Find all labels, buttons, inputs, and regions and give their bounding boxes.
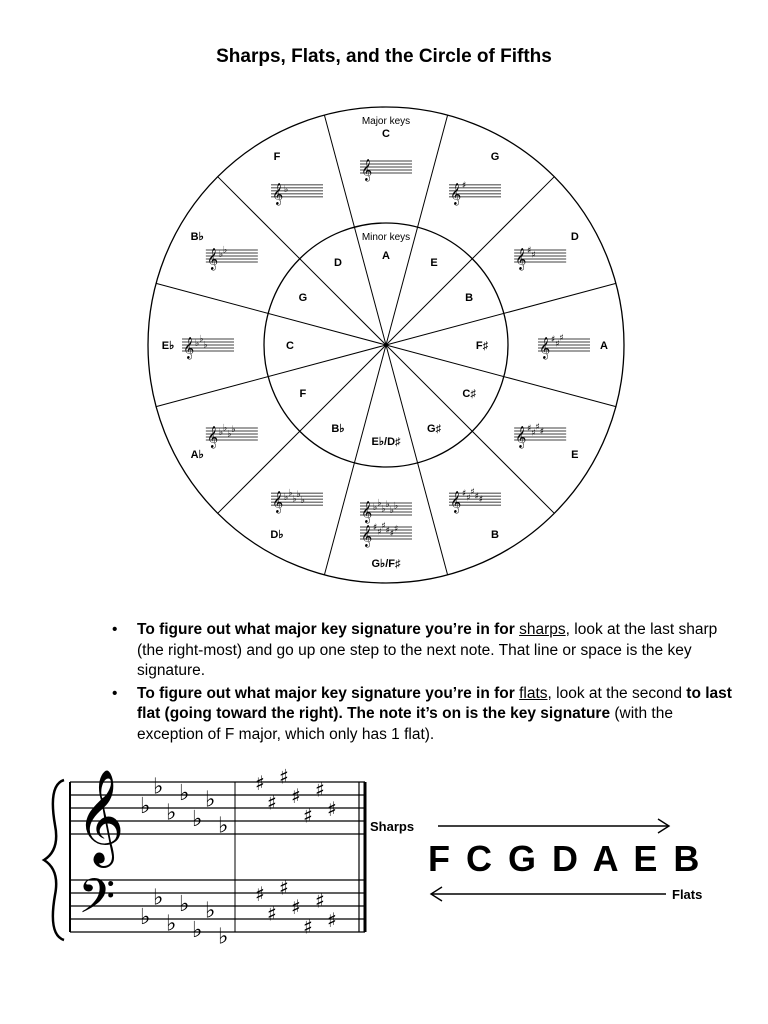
minor-key-label: G♯ <box>426 423 442 436</box>
key-signature-staff <box>271 489 323 515</box>
major-key-label: B <box>491 528 499 541</box>
major-keys-heading: Major keys <box>361 116 411 127</box>
flat-icon: ♭ <box>218 813 229 839</box>
minor-key-label: D <box>334 256 342 269</box>
sharp-icon: ♯ <box>527 424 532 434</box>
minor-key-label: B♭ <box>331 423 345 436</box>
bullet-dot: • <box>112 621 118 638</box>
treble-clef-icon: 𝄞 <box>450 182 462 205</box>
sharp-icon: ♯ <box>559 333 564 344</box>
sharp-icon: ♯ <box>462 489 467 500</box>
sharp-icon: ♯ <box>255 882 265 906</box>
minor-key-label: F <box>299 388 307 400</box>
sharp-icon: ♯ <box>385 526 390 536</box>
flats-tip-bold: To figure out what major key signature you’re in for <box>137 684 520 702</box>
treble-clef-icon: 𝄞 <box>272 491 284 514</box>
flat-icon: ♭ <box>218 250 224 260</box>
brace-icon <box>44 780 64 940</box>
sharp-icon: ♯ <box>303 914 313 939</box>
major-key-label: G♭/F♯ <box>371 558 401 570</box>
sharp-icon: ♯ <box>291 784 301 808</box>
minor-key-label: F♯ <box>475 340 489 352</box>
major-key-label: B♭ <box>190 231 204 243</box>
flat-icon: ♭ <box>205 787 216 813</box>
flat-icon: ♭ <box>385 500 390 510</box>
sharp-icon: ♯ <box>303 803 313 828</box>
flat-icon: ♭ <box>394 501 399 512</box>
sharp-icon: ♯ <box>478 495 484 506</box>
sector-divider <box>218 345 386 513</box>
flat-icon: ♭ <box>166 911 177 937</box>
flat-icon: ♭ <box>192 918 203 943</box>
flat-icon: ♭ <box>381 504 386 515</box>
sharp-icon: ♯ <box>389 529 395 539</box>
sharp-icon: ♯ <box>255 771 265 795</box>
major-key-label: A <box>600 340 608 352</box>
flat-icon: ♭ <box>284 493 289 504</box>
flats-tip-rest-2: (with the exception of F major, which only has 1 flat). <box>137 705 673 743</box>
treble-clef-icon: 𝄞 <box>361 501 373 523</box>
page-title: Sharps, Flats, and the Circle of Fifths <box>216 46 552 67</box>
minor-key-label: C♯ <box>462 388 476 400</box>
sharp-icon: ♯ <box>279 875 289 900</box>
treble-clef-icon: 𝄞 <box>206 248 219 270</box>
major-key-label: C <box>382 128 390 140</box>
sharp-icon: ♯ <box>394 524 399 535</box>
key-signature-staff <box>514 423 566 450</box>
flat-icon: ♭ <box>227 429 232 440</box>
treble-clef-icon: 𝄞 <box>272 182 284 205</box>
flat-icon: ♭ <box>218 428 224 438</box>
flats-tip <box>112 684 732 746</box>
major-key-label: D♭ <box>270 528 284 541</box>
flat-icon: ♭ <box>389 506 395 516</box>
sharp-icon: ♯ <box>315 777 325 802</box>
flat-icon: ♭ <box>373 503 378 513</box>
flat-icon: ♭ <box>179 781 190 806</box>
sharp-icon: ♯ <box>531 428 536 439</box>
sharp-icon: ♯ <box>474 492 479 503</box>
major-key-label: A♭ <box>190 449 204 461</box>
flat-icon: ♭ <box>296 490 301 501</box>
sharp-icon: ♯ <box>527 246 532 256</box>
minor-keys-heading: Minor keys <box>361 232 411 243</box>
key-signature-staff <box>206 424 258 450</box>
sharp-icon: ♯ <box>377 527 382 538</box>
sharp-icon: ♯ <box>267 901 277 926</box>
treble-clef-icon: 𝄞 <box>539 337 551 359</box>
sharp-icon: ♯ <box>555 339 560 350</box>
flat-icon: ♭ <box>284 184 289 195</box>
sector-divider <box>386 345 616 407</box>
sharp-icon: ♯ <box>531 250 536 261</box>
sharps-tip-rest: , look at the last sharp (the right-most) and go up one step to the next note. That line or space is the key signature. <box>137 621 718 679</box>
key-signature-staff <box>538 334 590 361</box>
sharp-icon: ♯ <box>539 427 545 437</box>
minor-key-label: B <box>465 292 474 304</box>
flat-icon: ♭ <box>140 905 151 930</box>
sector-divider <box>386 283 616 345</box>
sharps-word: sharps <box>519 621 566 638</box>
sector-divider <box>386 115 448 345</box>
major-key-label: D <box>570 231 579 243</box>
treble-clef-icon: 𝄞 <box>450 491 462 514</box>
key-signature-staff <box>206 246 258 272</box>
flat-icon: ♭ <box>199 334 204 345</box>
flats-label: Flats <box>672 887 703 902</box>
circle-of-fifths <box>145 95 625 585</box>
sharp-icon: ♯ <box>470 487 475 498</box>
instructions <box>112 620 732 747</box>
treble-clef-icon: 𝄞 <box>76 769 125 864</box>
sector-divider <box>386 345 448 575</box>
key-signature-staff <box>360 499 412 525</box>
sharp-icon: ♯ <box>279 764 289 789</box>
sharp-icon: ♯ <box>327 908 337 932</box>
sharp-icon: ♯ <box>551 335 556 345</box>
key-signature-staff <box>271 183 323 206</box>
sharp-icon: ♯ <box>381 521 386 532</box>
sharps-tip <box>112 620 732 682</box>
treble-clef-icon: 𝄞 <box>361 159 373 181</box>
sharp-icon: ♯ <box>462 180 467 191</box>
major-key-label: G <box>490 151 500 164</box>
flat-icon: ♭ <box>223 423 228 434</box>
flats-tip-bold-2: to last flat (going toward the right). The note it’s on is the key signature <box>137 684 732 722</box>
minor-key-label: A <box>382 250 390 262</box>
minor-key-label: C <box>286 340 294 352</box>
flat-icon: ♭ <box>153 774 164 800</box>
flat-icon: ♭ <box>195 339 200 349</box>
flat-icon: ♭ <box>288 488 293 499</box>
flat-icon: ♭ <box>231 425 236 435</box>
sharp-icon: ♯ <box>267 790 277 815</box>
sharps-label: Sharps <box>370 819 415 834</box>
key-signature-staff <box>182 335 234 361</box>
flat-icon: ♭ <box>192 807 203 832</box>
flat-icon: ♭ <box>140 794 151 819</box>
flat-icon: ♭ <box>153 885 164 911</box>
minor-key-label: E♭/D♯ <box>371 436 401 448</box>
treble-clef-icon: 𝄞 <box>515 426 527 448</box>
treble-clef-icon: 𝄞 <box>183 337 195 359</box>
treble-clef-icon: 𝄞 <box>515 248 527 270</box>
flat-icon: ♭ <box>203 340 208 351</box>
major-key-label: E <box>571 449 579 461</box>
flat-icon: ♭ <box>166 800 177 826</box>
treble-clef-icon: 𝄞 <box>361 525 373 547</box>
flats-tip-rest: , look at the second <box>547 684 687 702</box>
flat-icon: ♭ <box>377 498 382 509</box>
flat-icon: ♭ <box>179 892 190 917</box>
sharp-icon: ♯ <box>291 895 301 919</box>
sharp-icon: ♯ <box>373 523 378 533</box>
bullet-dot: • <box>112 684 118 702</box>
key-signature-staff <box>449 181 501 206</box>
flat-icon: ♭ <box>205 898 216 924</box>
sharps-tip-bold: To figure out what major key signature you’re in for <box>137 621 520 638</box>
sharp-icon: ♯ <box>466 493 471 504</box>
sharp-icon: ♯ <box>535 422 540 433</box>
flat-icon: ♭ <box>292 494 297 505</box>
major-key-label: F <box>273 151 281 164</box>
treble-clef-icon: 𝄞 <box>206 426 219 448</box>
minor-key-label: E <box>430 256 438 269</box>
sector-divider <box>218 177 386 345</box>
sharp-icon: ♯ <box>315 888 325 913</box>
minor-key-label: G <box>298 292 308 304</box>
sector-divider <box>156 283 386 345</box>
major-key-label: E♭ <box>161 340 175 352</box>
key-signature-staff <box>514 246 566 271</box>
key-signature-staff <box>360 522 412 549</box>
flat-icon: ♭ <box>300 496 306 507</box>
flat-icon: ♭ <box>223 245 228 256</box>
sector-divider <box>324 345 386 575</box>
sector-divider <box>324 115 386 345</box>
flats-word: flats <box>519 684 548 702</box>
order-of-accidentals: F C G D A E B <box>428 838 703 879</box>
sector-divider <box>386 177 554 345</box>
flat-icon: ♭ <box>218 924 229 950</box>
sharp-icon: ♯ <box>327 797 337 821</box>
key-signature-staff <box>360 159 412 182</box>
grand-staff <box>40 755 380 955</box>
bass-clef-icon: 𝄢 <box>78 868 116 936</box>
key-signature-staff <box>449 488 501 515</box>
